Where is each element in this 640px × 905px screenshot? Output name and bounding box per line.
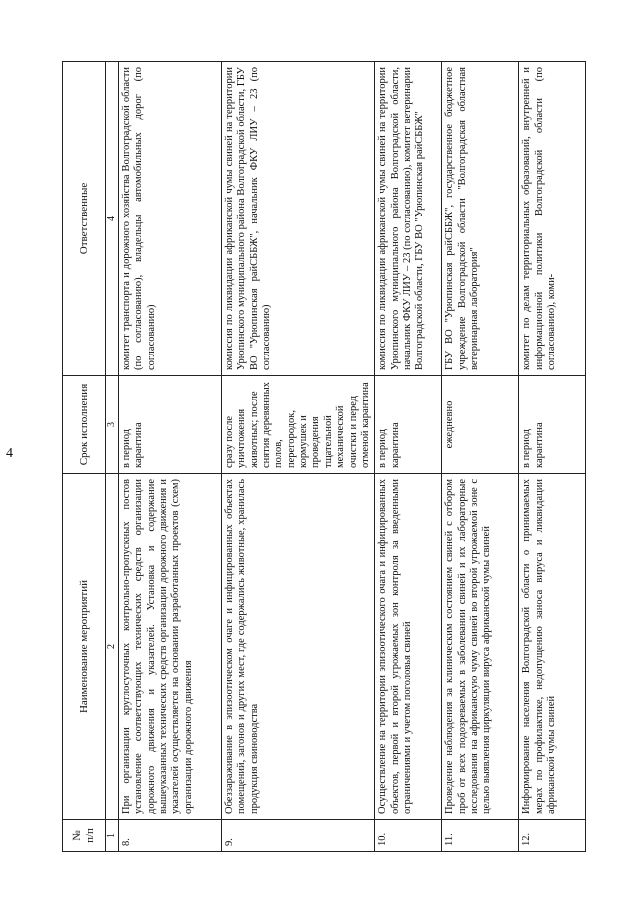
measure-name: Проведение наблюдения за клиническим состоянием свиней с отбором проб от всех подозреваемых в заболевании свиней и их лабораторные исследования на африканскую чуму свиней во второй угрожаемой зоне с целью выявления циркуляции вируса африканской чумы свиней — [442, 474, 519, 820]
table-row — [221, 62, 375, 852]
row-number: 8. — [118, 820, 221, 852]
measure-term: ежедневно — [442, 376, 519, 474]
header-resp: Ответственные — [63, 62, 106, 376]
measures-table — [62, 61, 586, 852]
column-number: 3 — [106, 376, 119, 474]
header-name: Наименование мероприятий — [63, 474, 106, 820]
table-row — [375, 62, 442, 852]
column-number: 4 — [106, 62, 119, 376]
row-number: 12. — [519, 820, 586, 852]
table-row — [118, 62, 221, 852]
header-no: № п/п — [63, 820, 106, 852]
row-number: 10. — [375, 820, 442, 852]
measure-responsible: ГБУ ВО "Урюпинская райСББЖ", государственное бюджетное учреждение Волгоградской области "Волгоградская областная ветеринарная лаборатория" — [442, 62, 519, 376]
column-number: 1 — [106, 820, 119, 852]
table-header-row — [63, 62, 106, 852]
rotated-table-page — [62, 62, 592, 852]
column-number: 2 — [106, 474, 119, 820]
measure-responsible: комиссия по ликвидации африканской чумы свиней на территории Урюпинского муниципального района Волгоградской области, начальник ФКУ ЛИУ – 23 (по согласованию), комитет ветеринарии Волгоградской области, ГБУ ВО "Урюпинская райСББЖ" — [375, 62, 442, 376]
measure-name: Обеззараживание в эпизоотическом очаге и инфицированных объектах помещений, загонов и других мест, где содержались животные, хранилась продукция свиноводства — [221, 474, 375, 820]
measure-term: в период карантина — [375, 376, 442, 474]
measure-name: Осуществление на территории эпизоотического очага и инфицированных объектов, первой и второй угрожаемых зон контроля за введенными ограничениями и учетом поголовья свиней — [375, 474, 442, 820]
page-number: 4 — [6, 446, 13, 461]
table-row — [442, 62, 519, 852]
measure-term: сразу после уничтожения животных; после снятия деревянных полов, перегородок, кормушек и проведения тщательной механической очистки и перед отменой карантина — [221, 376, 375, 474]
measure-term: в период карантина — [519, 376, 586, 474]
measure-name: При организации круглосуточных контрольно-пропускных постов установление соответствующих технических средств организации дорожного движения и указателей. Установка и содержание вышеуказанных технических средств организации дорожного движения и указателей осуществляется на основании разработанных проектов (схем) организации дорожного движения — [118, 474, 221, 820]
measure-name: Информирование населения Волгоградской области о принимаемых мерах по профилактике, недопущению заноса вируса и ликвидации африканской чумы свиней — [519, 474, 586, 820]
row-number: 9. — [221, 820, 375, 852]
table-row — [519, 62, 586, 852]
row-number: 11. — [442, 820, 519, 852]
header-term: Срок исполнения — [63, 376, 106, 474]
measure-responsible: комитет транспорта и дорожного хозяйства Волгоградской области (по согласованию), владельцы автомобильных дорог (по согласованию) — [118, 62, 221, 376]
measure-responsible: комитет по делам территориальных образований, внутренней и информационной политики Волгоградской области (по согласованию), коми- — [519, 62, 586, 376]
measure-term: в период карантина — [118, 376, 221, 474]
column-number-row — [106, 62, 119, 852]
measure-responsible: комиссия по ликвидации африканской чумы свиней на территории Урюпинского муниципального района Волгоградской области, ГБУ ВО "Урюпинская райСББЖ", начальник ФКУ ЛИУ – 23 (по согласованию) — [221, 62, 375, 376]
